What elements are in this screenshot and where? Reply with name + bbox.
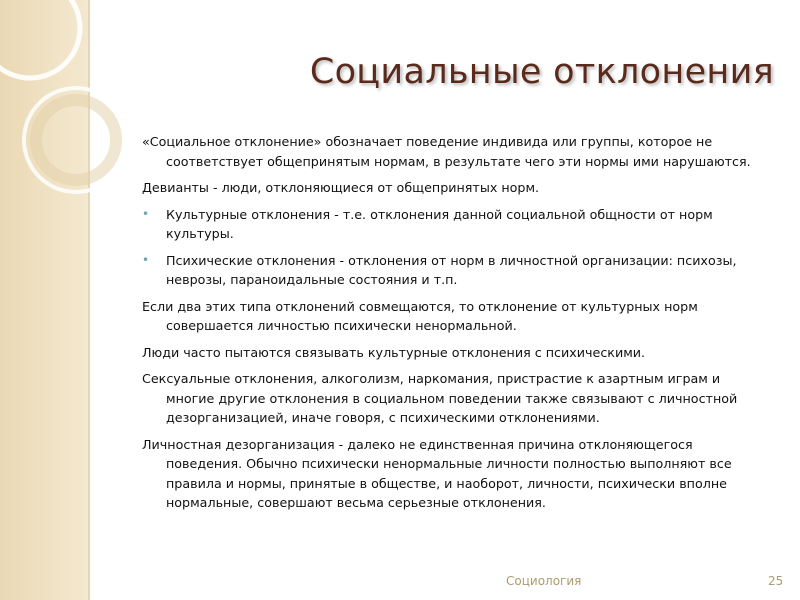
slide-title: Социальные отклонения	[309, 52, 774, 92]
paragraph-deviants: Девианты - люди, отклоняющиеся от общепринятых норм.	[142, 180, 540, 195]
paragraph-combined: Если два этих типа отклонений совмещаются, то отклонение от культурных норм совершается личностью психически ненормальной.	[142, 298, 698, 333]
paragraph-sexual: Сексуальные отклонения, алкоголизм, наркомания, пристрастие к азартным играм и многие другие отклонения в социальном поведении также связывают с личностной дезорганизацией, иначе говоря, с психическими отклонениями.	[142, 371, 738, 425]
paragraph-linking: Люди часто пытаются связывать культурные отклонения с психическими.	[142, 344, 646, 360]
bullet-icon: •	[142, 252, 150, 267]
slide-body	[142, 132, 770, 520]
footer-label: Социология	[506, 574, 582, 588]
bullet-item-psychic	[142, 251, 770, 290]
paragraph-disorganization: Личностная дезорганизация - далеко не единственная причина отклоняющегося поведения. Обычно психически ненормальные личности полностью выполняют все правила и нормы, принятые в обществе, и наоборот, личности, психически вполне нормальные, совершают весьма серьезные отклонения.	[142, 436, 732, 510]
decorative-rings	[0, 0, 140, 260]
bullet-icon: •	[142, 206, 150, 221]
bullet-text: Культурные отклонения - т.е. отклонения данной социальной общности от норм культуры.	[166, 206, 713, 241]
bullet-item-cultural	[142, 205, 770, 244]
paragraph-definition: «Социальное отклонение» обозначает поведение индивида или группы, которое не соответствует общепринятым нормам, в результате чего эти нормы ими нарушаются.	[142, 134, 751, 169]
page-number: 25	[768, 574, 784, 588]
bullet-text: Психические отклонения - отклонения от норм в личностной организации: психозы, неврозы, параноидальные состояния и т.п.	[166, 252, 737, 287]
